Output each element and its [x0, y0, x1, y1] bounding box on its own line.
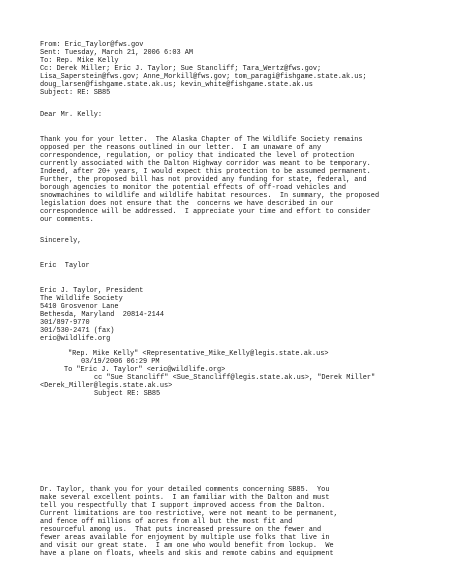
quoted-to: To "Eric J. Taylor" <eric@wildlife.org>: [64, 366, 226, 375]
closing-block: [40, 237, 440, 245]
greeting-block: [40, 111, 440, 119]
header-cc-continued: doug_larsen@fishgame.state.ak.us; kevin_white@fishgame.state.ak.us: [40, 81, 313, 90]
reply-line: have a plane on floats, wheels and skis and remote cabins and equipment: [40, 550, 334, 559]
greeting: Dear Mr. Kelly:: [40, 111, 103, 119]
body-line: legislation does not ensure that the concerns we have described in our: [40, 200, 334, 209]
signature-name: Eric Taylor: [40, 262, 90, 270]
contact-line: Bethesda, Maryland 20814-2144: [40, 311, 165, 320]
email-header: [40, 41, 440, 97]
body-line: snowmachines to wildlife and wildlife habitat resources. In summary, the proposed: [40, 192, 380, 201]
header-cc-continued: Lisa_Saperstein@fws.gov; Anne_Morkill@fws.gov; tom_paragi@fishgame.state.ak.us;: [40, 73, 367, 82]
body-line: correspondence will be addressed. I appreciate your time and effort to consider: [40, 208, 371, 217]
header-sent: Sent: Tuesday, March 21, 2006 6:03 AM: [40, 49, 193, 58]
reply-line: tell you respectfully that I support improved access from the Dalton.: [40, 502, 326, 511]
reply-line: Dr. Taylor, thank you for your detailed comments concerning SB85. You: [40, 486, 330, 494]
quoted-from: "Rep. Mike Kelly" <Representative_Mike_Kelly@legis.state.ak.us>: [68, 350, 329, 358]
body-line: our comments.: [40, 216, 94, 225]
contact-line: The Wildlife Society: [40, 295, 123, 304]
contact-line: 301/530-2471 (fax): [40, 327, 115, 336]
header-cc: Cc: Derek Miller; Eric J. Taylor; Sue Stancliff; Tara_Wertz@fws.gov;: [40, 65, 322, 74]
quoted-date: 03/19/2006 06:29 PM: [81, 358, 160, 367]
contact-block: [40, 287, 440, 343]
reply-line: fewer areas available for enjoyment by multiple use folks that live in: [40, 534, 330, 543]
header-to: To: Rep. Mike Kelly: [40, 57, 119, 66]
body-line: correspondence, regulation, or policy that indicated the level of protection: [40, 152, 355, 161]
quoted-header: [40, 350, 440, 398]
signature-block: [40, 262, 440, 270]
quoted-subject: Subject RE: SB85: [94, 390, 161, 399]
body-line: Thank you for your letter. The Alaska Chapter of The Wildlife Society remains: [40, 136, 363, 144]
body-line: opposed per the reasons outlined in our letter. I am unaware of any: [40, 144, 322, 153]
reply-line: and fence off millions of acres from all but the most fit and: [40, 518, 293, 527]
body-line: currently associated with the Dalton Highway corridor was meant to be temporary.: [40, 160, 371, 169]
contact-line: 301/897-9770: [40, 319, 90, 328]
contact-line: 5410 Grosvenor Lane: [40, 303, 119, 312]
reply-line: Current limitations are too restrictive, were not meant to be permanent,: [40, 510, 338, 519]
body-line: borough agencies to monitor the potential effects of off-road vehicles and: [40, 184, 346, 193]
closing: Sincerely,: [40, 237, 82, 245]
body-paragraph: [40, 136, 440, 225]
body-line: Indeed, after 20+ years, I would expect this protection to be assumed permanent.: [40, 168, 371, 177]
header-from: From: Eric_Taylor@fws.gov: [40, 41, 144, 49]
header-subject: Subject: RE: SB85: [40, 89, 111, 98]
contact-line: eric@wildlife.org: [40, 335, 111, 344]
reply-paragraph: [40, 486, 440, 558]
quoted-cc-continued: <Derek_Miller@legis.state.ak.us>: [40, 382, 173, 391]
reply-line: make several excellent points. I am familiar with the Dalton and must: [40, 494, 330, 503]
contact-line: Eric J. Taylor, President: [40, 287, 144, 295]
body-line: Further, the proposed bill has not provided any funding for state, federal, and: [40, 176, 367, 185]
reply-line: resourceful among us. That puts increased pressure on the fewer and: [40, 526, 322, 535]
reply-line: and visit our great state. I am one who would benefit from lockup. We: [40, 542, 334, 551]
quoted-cc: cc "Sue Stancliff" <Sue_Stancliff@legis.state.ak.us>, "Derek Miller": [94, 374, 376, 383]
